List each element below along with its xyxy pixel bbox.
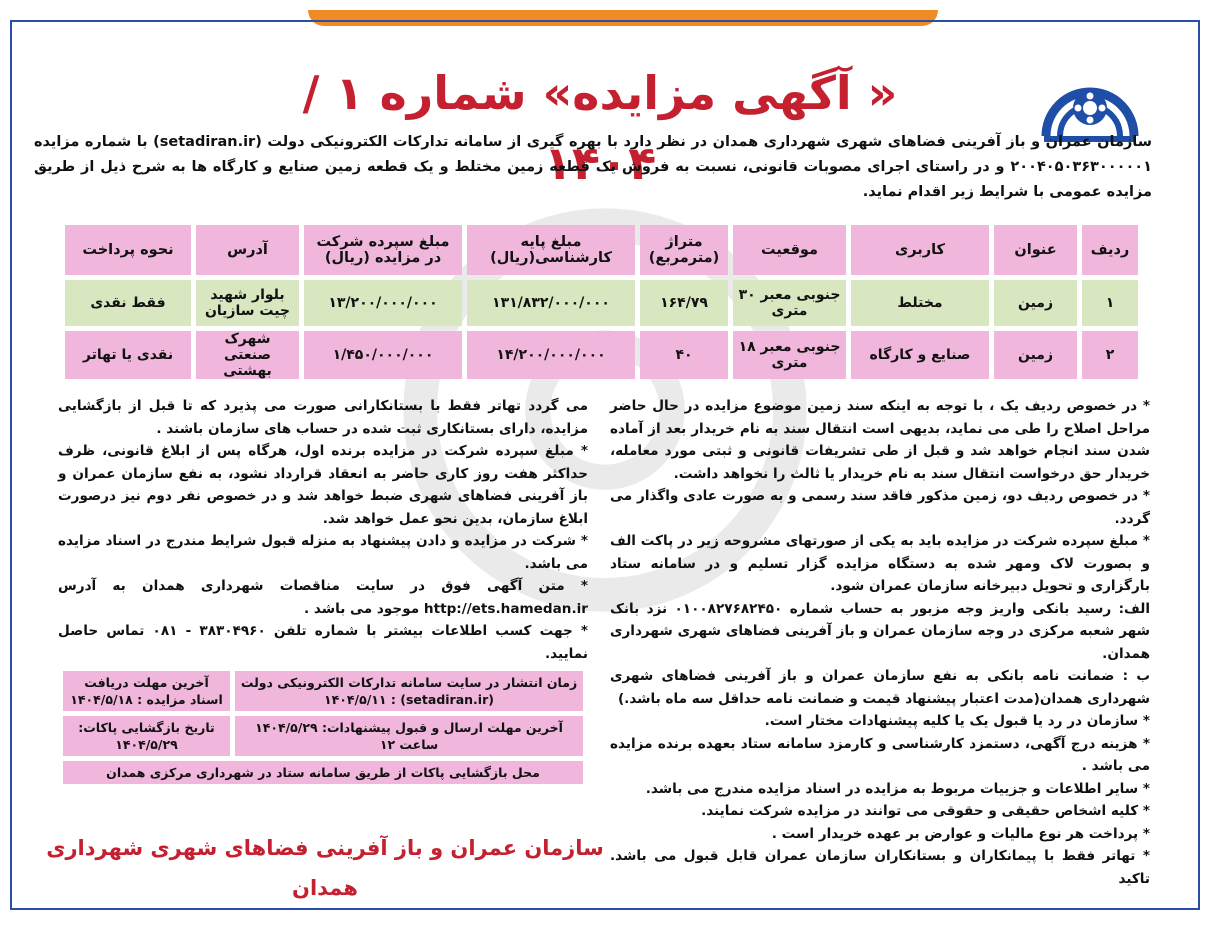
intro-paragraph: سازمان عمران و باز آفرینی فضاهای شهری شهرداری همدان در نظر دارد با بهره گیری از سامانه تدارکات الکترونیکی دولت (setadiran.ir) با شماره مزایده ۲۰۰۴۰۵۰۳۶۳۰۰۰۰۰۱ و در راستای اجرای مصوبات قانونی، نسبت به فروش یک قطعه زمین مختلط و یک قطعه زمین صنایع و کارگاه ها به شرح ذیل از طریق مزایده عمومی با شرایط زیر اقدام نماید. [34, 134, 1152, 200]
table-header: عنوان [994, 225, 1077, 275]
table-cell: ۲ [1082, 331, 1138, 379]
auction-table [60, 220, 1143, 384]
table-cell: نقدی یا تهاتر [65, 331, 191, 379]
table-header: متراژ (مترمربع) [640, 225, 728, 275]
table-cell: ۱۳۱/۸۳۲/۰۰۰/۰۰۰ [467, 280, 635, 326]
table-cell: ۱۴/۲۰۰/۰۰۰/۰۰۰ [467, 331, 635, 379]
table-header: کاربری [851, 225, 989, 275]
table-cell: فقط نقدی [65, 280, 191, 326]
schedule-row [63, 671, 583, 711]
condition-paragraph: * جهت کسب اطلاعات بیشتر با شماره تلفن ۳۸۳۰۴۹۶۰ - ۰۸۱ تماس حاصل نمایید. [58, 623, 588, 662]
table-cell: زمین [994, 280, 1077, 326]
document-deadline-cell: آخرین مهلت دریافت اسناد مزایده : ۱۴۰۴/۵/۱۸ [63, 671, 230, 711]
condition-paragraph: * سازمان در رد یا قبول یک یا کلیه پیشنهادات مختار است. [764, 713, 1150, 729]
table-header: موقعیت [733, 225, 846, 275]
condition-paragraph: ب : ضمانت نامه بانکی به نفع سازمان عمران و باز آفرینی فضاهای شهری شهرداری همدان(مدت اعتبار پیشنهاد قیمت و ضمانت نامه حداقل سه ماه باشد.) [610, 668, 1150, 707]
table-cell: شهرک صنعتی بهشتی [196, 331, 299, 379]
opening-place-cell: محل بازگشایی پاکات از طریق سامانه ستاد در شهرداری مرکزی همدان [63, 761, 583, 784]
submission-deadline-cell: آخرین مهلت ارسال و قبول پیشنهادات: ۱۴۰۴/۵/۲۹ ساعت ۱۲ [235, 716, 583, 756]
condition-paragraph: * هزینه درج آگهی، دستمزد کارشناسی و کارمزد سامانه ستاد بعهده برنده مزایده می باشد . [610, 735, 1150, 774]
table-header-row [65, 225, 1138, 275]
table-header: ردیف [1082, 225, 1138, 275]
condition-paragraph: الف: رسید بانکی واریز وجه مزبور به حساب شماره ۰۱۰۰۸۲۷۶۸۲۴۵۰ نزد بانک شهر شعبه مرکزی در وجه سازمان عمران و باز آفرینی فضاهای شهری شهرداری همدان. [610, 600, 1150, 662]
publish-date-cell: زمان انتشار در سایت سامانه تدارکات الکترونیکی دولت (setadiran.ir) : ۱۴۰۴/۵/۱۱ [235, 671, 583, 711]
table-cell: جنوبی معبر ۳۰ متری [733, 280, 846, 326]
table-cell: بلوار شهید چیت سازیان [196, 280, 299, 326]
table-row [65, 331, 1138, 379]
condition-paragraph: * مبلغ سپرده شرکت در مزایده برنده اول، هرگاه پس از ابلاغ قانونی، ظرف حداکثر هفت روز کاری حاضر به انعقاد قرارداد نشود، به نفع سازمان عمران و باز آفرینی فضاهای شهری ضبط خواهد شد و در خصوص نفر دوم نیز درصورت ابلاغ سازمان، بدین نحو عمل خواهد شد. [58, 443, 588, 527]
table-cell: ۱ [1082, 280, 1138, 326]
conditions-left-column [58, 395, 588, 665]
condition-paragraph: * تهاتر فقط با پیمانکاران و بستانکاران سازمان عمران قابل قبول می باشد. تاکید [610, 848, 1150, 887]
table-cell: صنایع و کارگاه [851, 331, 989, 379]
condition-paragraph: * کلیه اشخاص حقیقی و حقوقی می توانند در مزایده شرکت نمایند. [701, 803, 1150, 819]
table-header: آدرس [196, 225, 299, 275]
condition-paragraph: * سایر اطلاعات و جزییات مربوط به مزایده در اسناد مزایده مندرج می باشد. [645, 780, 1150, 797]
table-cell: ۱۶۴/۷۹ [640, 280, 728, 326]
schedule-table [58, 666, 588, 789]
table-cell: مختلط [851, 280, 989, 326]
organization-footer: سازمان عمران و باز آفرینی فضاهای شهری شهرداری همدان [46, 836, 604, 900]
condition-paragraph: * متن آگهی فوق در سایت مناقصات شهرداری همدان به آدرس http://ets.hamedan.ir موجود می باشد . [58, 578, 588, 617]
table-cell: ۴۰ [640, 331, 728, 379]
table-cell: زمین [994, 331, 1077, 379]
condition-paragraph: * مبلغ سپرده شرکت در مزایده باید به یکی از صورتهای مشروحه زیر در پاکت الف و بصورت لاک ومهر شده به دستگاه مزایده گزار تسلیم و در سامانه ستاد بارگزاری و تحویل دبیرخانه سازمان عمران شود. [610, 533, 1150, 594]
table-header: مبلغ سپرده شرکت در مزایده (ریال) [304, 225, 462, 275]
condition-paragraph: * در خصوص ردیف یک ، با توجه به اینکه سند زمین موضوع مزایده در حال حاضر مراحل اصلاح را طی می نماید، بدیهی است انتقال سند به نام خریدار بعد از آماده شدن سند انجام خواهد شد و قبل از طی تشریفات قانونی و ثبتی مورد معامله، خریدار حق درخواست انتقال سند به نام خریدار یا ثالث را نخواهد داشت. [610, 398, 1150, 482]
opening-date-cell: تاریخ بازگشایی پاکات: ۱۴۰۴/۵/۲۹ [63, 716, 230, 756]
page-title: « آگهی مزایده» شماره ۱ /۱۴۰۴ [302, 66, 898, 190]
table-cell: ۱/۴۵۰/۰۰۰/۰۰۰ [304, 331, 462, 379]
condition-paragraph: * پرداخت هر نوع مالیات و عوارض بر عهده خریدار است . [771, 825, 1150, 842]
table-cell: جنوبی معبر ۱۸ متری [733, 331, 846, 379]
table-header: مبلغ پایه کارشناسی(ریال) [467, 225, 635, 275]
condition-paragraph: * شرکت در مزایده و دادن پیشنهاد به منزله قبول شرایط مندرج در اسناد مزایده می باشد. [58, 533, 588, 572]
condition-paragraph: می گردد تهاتر فقط با بستانکارانی صورت می پذیرد که تا قبل از بازگشایی مزایده، دارای بستانکاری ثبت شده در حساب های سازمان باشند . [58, 398, 588, 437]
table-cell: ۱۳/۲۰۰/۰۰۰/۰۰۰ [304, 280, 462, 326]
conditions-right-column [610, 395, 1150, 890]
schedule-row [63, 761, 583, 784]
table-row [65, 280, 1138, 326]
condition-paragraph: * در خصوص ردیف دو، زمین مذکور فاقد سند رسمی و به صورت عادی واگذار می گردد. [610, 488, 1150, 527]
schedule-row [63, 716, 583, 756]
table-header: نحوه پرداخت [65, 225, 191, 275]
